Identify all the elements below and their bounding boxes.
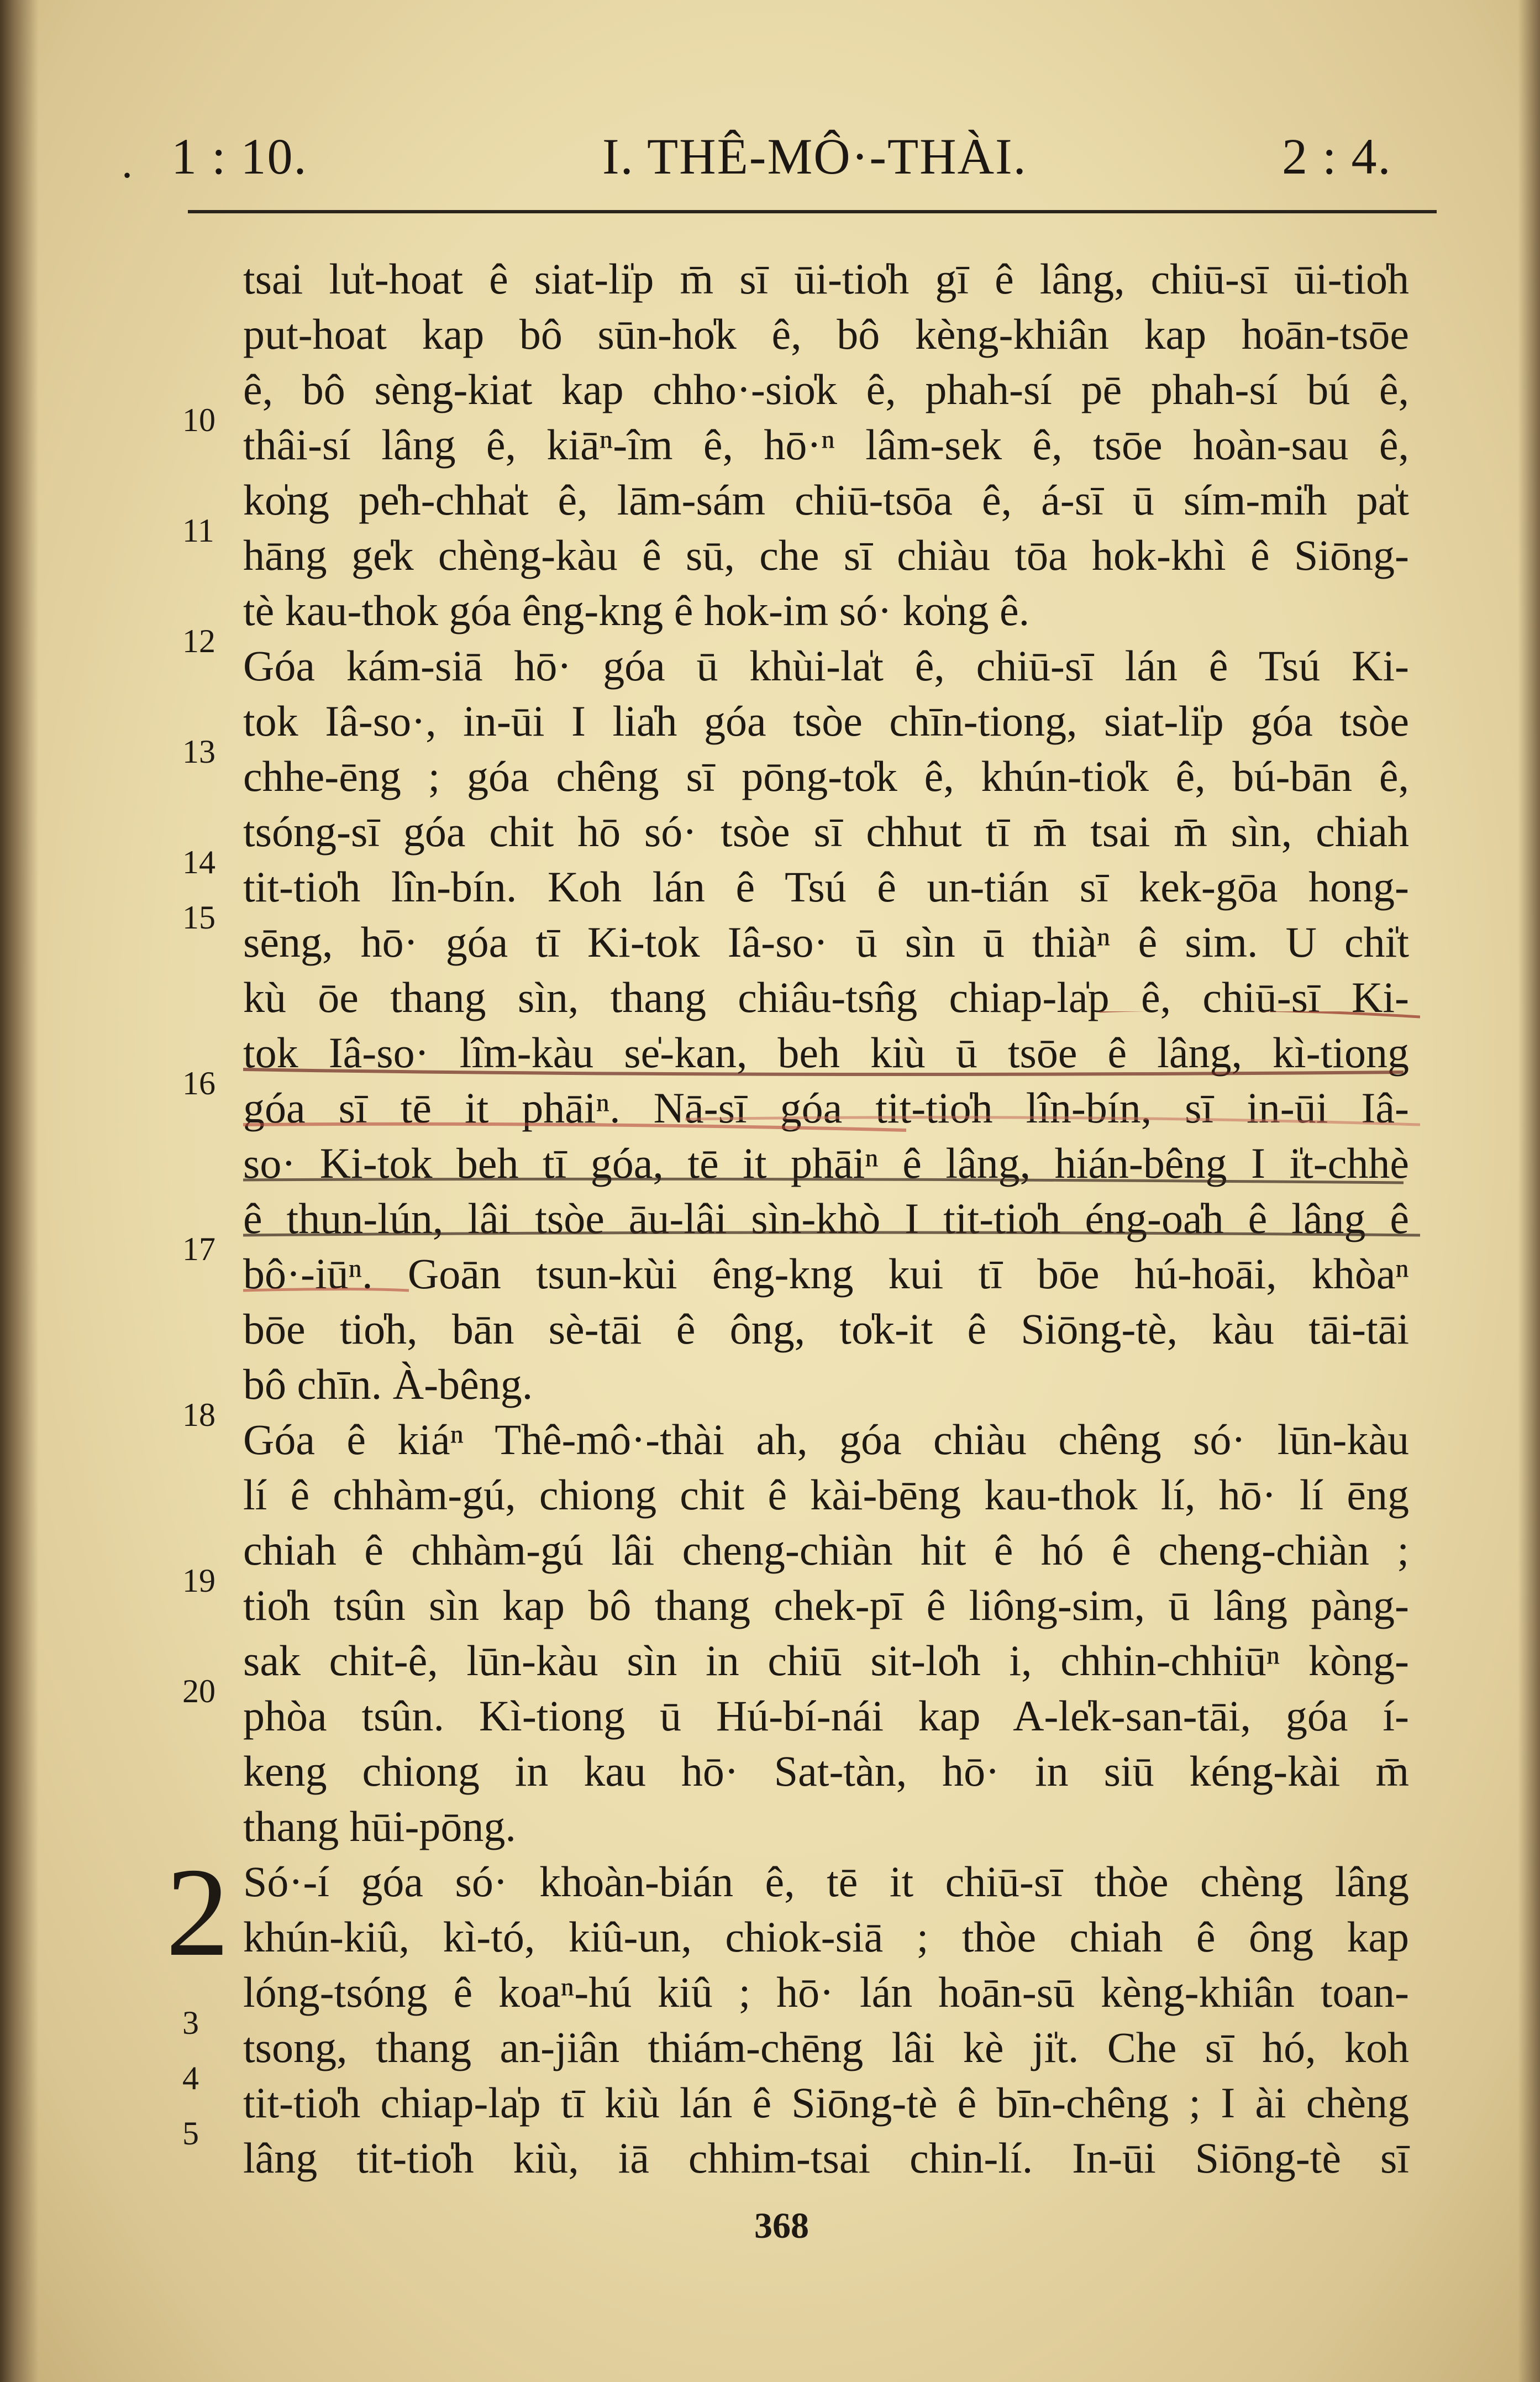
verse-number: 16 [182, 1065, 216, 1101]
text-line: phòa tsûn. Kì-tiong ū Hú-bí-nái kap A-le̍k-san-tāi, góa í- [243, 1692, 1409, 1740]
text-line: lí ê chhàm-gú, chiong chit ê kài-bēng kau-thok lí, hō· lí ēng [243, 1471, 1409, 1519]
text-line: tsai lu̍t-hoat ê siat-li̍p m̄ sī ūi-tio̍h gī ê lâng, chiū-sī ūi-tio̍h [243, 255, 1409, 303]
text-line: bōe tio̍h, bān sè-tāi ê ông, to̍k-it ê Siōng-tè, kàu tāi-tāi [243, 1305, 1409, 1353]
text-line: tit-tio̍h lîn-bín. Koh lán ê Tsú ê un-tián sī kek-gōa hong- [243, 863, 1409, 911]
text-line: sak chit-ê, lūn-kàu sìn in chiū sit-lo̍h i, chhin-chhiūⁿ kòng- [243, 1636, 1409, 1685]
text-line: ê, bô sèng-kiat kap chho·-sio̍k ê, phah-sí pē phah-sí bú ê, [243, 365, 1409, 413]
verse-number: 11 [182, 512, 214, 549]
text-line: lâng tit-tio̍h kiù, iā chhim-tsai chin-lí. In-ūi Siōng-tè sī [243, 2134, 1409, 2182]
verse-number: 15 [182, 899, 216, 936]
text-line: tit-tio̍h chiap-la̍p tī kiù lán ê Siōng-tè ê bīn-chêng ; I ài chèng [243, 2079, 1409, 2127]
verse-number: 13 [182, 733, 216, 770]
text-line: tio̍h tsûn sìn kap bô thang chek-pī ê liông-sim, ū lâng pàng- [243, 1581, 1409, 1629]
chapter-number: 2 [166, 1841, 229, 1982]
text-line: hāng ge̍k chèng-kàu ê sū, che sī chiàu tōa hok-khì ê Siōng- [243, 531, 1409, 579]
text-line: thâi-sí lâng ê, kiāⁿ-îm ê, hō·ⁿ lâm-sek ê, tsōe hoàn-sau ê, [243, 421, 1409, 469]
page-edge-shadow-left [0, 0, 39, 2382]
header-reference-start: 1 : 10. [171, 128, 308, 185]
verse-number: 10 [182, 402, 216, 438]
text-line: bô chīn. À-bêng. [243, 1360, 533, 1408]
text-line: thang hūi-pōng. [243, 1802, 516, 1850]
text-line: sēng, hō· góa tī Ki-tok Iâ-so· ū sìn ū thiàⁿ ê sim. U chi̍t [243, 918, 1409, 966]
text-line: khún-kiû, kì-tó, kiû-un, chiok-siā ; thòe chiah ê ông kap [243, 1913, 1409, 1961]
page-edge-shadow-right [1518, 0, 1540, 2382]
text-line: kù ōe thang sìn, thang chiâu-tsn̂g chiap-la̍p ê, chiū-sī Ki- [243, 973, 1409, 1021]
text-line: chiah ê chhàm-gú lâi cheng-chiàn hit ê hó ê cheng-chiàn ; [243, 1526, 1409, 1574]
verse-number: 12 [182, 623, 216, 659]
verse-number: 19 [182, 1562, 216, 1599]
verse-number: 20 [182, 1673, 216, 1709]
text-line: ko̍ng pe̍h-chha̍t ê, lām-sám chiū-tsōa ê, á-sī ū sím-mi̍h pa̍t [243, 476, 1409, 524]
text-line: keng chiong in kau hō· Sat-tàn, hō· in siū kéng-kài m̄ [243, 1747, 1409, 1795]
text-line: tsong, thang an-jiân thiám-chēng lâi kè ji̍t. Che sī hó, koh [243, 2023, 1409, 2071]
text-line: tè kau-thok góa êng-kng ê hok-im só· ko̍ng ê. [243, 586, 1030, 634]
verse-number: 5 [182, 2115, 199, 2152]
header-dot: . [122, 139, 133, 187]
text-line: Só·-í góa só· khoàn-bián ê, tē it chiū-sī thòe chèng lâng [243, 1858, 1409, 1906]
text-line: Góa ê kiáⁿ Thê-mô·-thài ah, góa chiàu chêng só· lūn-kàu [243, 1415, 1409, 1463]
text-line: chhe-ēng ; góa chêng sī pōng-to̍k ê, khún-tio̍k ê, bú-bān ê, [243, 752, 1409, 800]
verse-number: 18 [182, 1397, 216, 1433]
text-line: Góa kám-siā hō· góa ū khùi-la̍t ê, chiū-sī lán ê Tsú Ki- [243, 642, 1409, 690]
header-rule [188, 210, 1437, 213]
text-line: so· Ki-tok beh tī góa, tē it phāiⁿ ê lâng, hián-bêng I i̍t-chhè [243, 1139, 1409, 1187]
page-number: 368 [754, 2206, 809, 2246]
text-line: ê thun-lún, lâi tsòe āu-lâi sìn-khò I tit-tio̍h éng-oa̍h ê lâng ê [243, 1194, 1409, 1242]
text-line: put-hoat kap bô sūn-ho̍k ê, bô kèng-khiân kap hoān-tsōe [243, 310, 1409, 358]
verse-number: 17 [182, 1231, 216, 1267]
text-line: bô·-iūⁿ. Goān tsun-kùi êng-kng kui tī bōe hú-hoāi, khòaⁿ [243, 1250, 1409, 1298]
text-line: tok Iâ-so· lîm-kàu se̍-kan, beh kiù ū tsōe ê lâng, kì-tiong [243, 1029, 1409, 1077]
header-book-title: I. THÊ-MÔ·-THÀI. [602, 128, 1027, 185]
text-line: tok Iâ-so·, in-ūi I lia̍h góa tsòe chīn-tiong, siat-li̍p góa tsòe [243, 697, 1409, 745]
text-line: lóng-tsóng ê koaⁿ-hú kiû ; hō· lán hoān-sū kèng-khiân toan- [243, 1968, 1409, 2016]
header-reference-end: 2 : 4. [1282, 128, 1392, 185]
verse-number: 3 [182, 2005, 199, 2041]
verse-number: 14 [182, 844, 216, 880]
text-line: tsóng-sī góa chit hō só· tsòe sī chhut tī m̄ tsai m̄ sìn, chiah [243, 807, 1409, 856]
text-line: góa sī tē it phāiⁿ. Nā-sī góa tit-tio̍h lîn-bín, sī in-ūi Iâ- [243, 1084, 1409, 1132]
verse-number: 4 [182, 2060, 199, 2096]
